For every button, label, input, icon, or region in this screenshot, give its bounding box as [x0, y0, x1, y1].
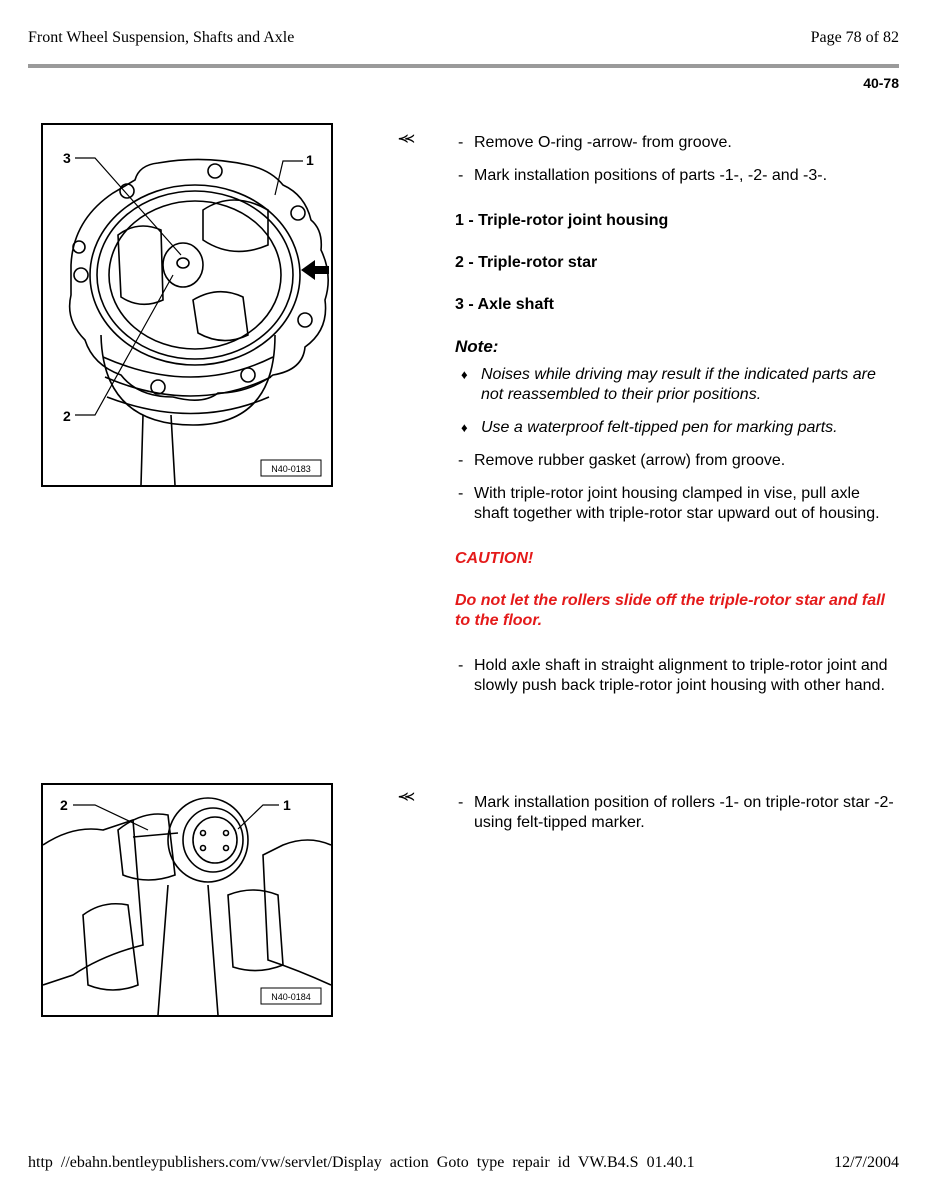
arrow-pointer-icon: ⪻ — [398, 785, 416, 805]
page-code: 40-78 — [863, 75, 899, 91]
footer-url: http //ebahn.bentleypublishers.com/vw/servlet/Display action Goto type repair id VW.B4.S 01.40.1 — [28, 1154, 695, 1171]
note-item — [455, 365, 895, 405]
figure-joint-housing-drawing — [43, 125, 331, 485]
note-label: Note: — [455, 337, 499, 356]
legend-item-1: 1 - Triple-rotor joint housing — [455, 212, 669, 229]
caution-label: CAUTION! — [455, 550, 534, 567]
figure1-label-2: 2 — [63, 408, 71, 424]
figure-rollers-drawing — [43, 785, 331, 1015]
figure1-label-1: 1 — [306, 152, 314, 168]
figure1-label-3: 3 — [63, 150, 71, 166]
legend-item-3: 3 - Axle shaft — [455, 296, 554, 313]
figure2-code: N40-0184 — [271, 992, 311, 1002]
step-remove-o-ring: - Remove O-ring -arrow- from groove. — [455, 133, 895, 153]
diamond-bullet-icon: ♦ — [461, 420, 468, 435]
step-mark-rollers: - Mark installation position of rollers -1- on triple-rotor star -2- using felt-tipped marker. — [455, 793, 895, 833]
figure-rollers — [41, 783, 333, 1017]
page-number: Page 78 of 82 — [810, 29, 899, 46]
figure1-code: N40-0183 — [271, 464, 311, 474]
caution-text: Do not let the rollers slide off the triple-rotor star and fall to the floor. — [455, 592, 885, 629]
figure2-label-1: 1 — [283, 797, 291, 813]
section1-text — [455, 133, 895, 696]
figure-joint-housing — [41, 123, 333, 487]
note-text: Use a waterproof felt-tipped pen for marking parts. — [481, 419, 838, 436]
header-rule — [28, 64, 899, 68]
section2-text — [455, 793, 895, 833]
note-item — [455, 418, 895, 438]
page-header-title: Front Wheel Suspension, Shafts and Axle — [28, 29, 295, 46]
arrow-pointer-icon: ⪻ — [398, 127, 416, 147]
step-pull-axle-shaft: - With triple-rotor joint housing clamped in vise, pull axle shaft together with triple-rotor star upward out of housing. — [455, 484, 895, 524]
legend-item-2: 2 - Triple-rotor star — [455, 254, 598, 271]
note-text: Noises while driving may result if the indicated parts are not reassembled to their prior positions. — [481, 366, 876, 403]
figure2-label-2: 2 — [60, 797, 68, 813]
step-remove-gasket: - Remove rubber gasket (arrow) from groove. — [455, 451, 895, 471]
step-mark-positions: - Mark installation positions of parts -1-, -2- and -3-. — [455, 166, 895, 186]
diamond-bullet-icon: ♦ — [461, 367, 468, 382]
footer-date: 12/7/2004 — [834, 1154, 899, 1171]
step-hold-axle-shaft: - Hold axle shaft in straight alignment to triple-rotor joint and slowly push back triple-rotor joint housing with other hand. — [455, 656, 895, 696]
